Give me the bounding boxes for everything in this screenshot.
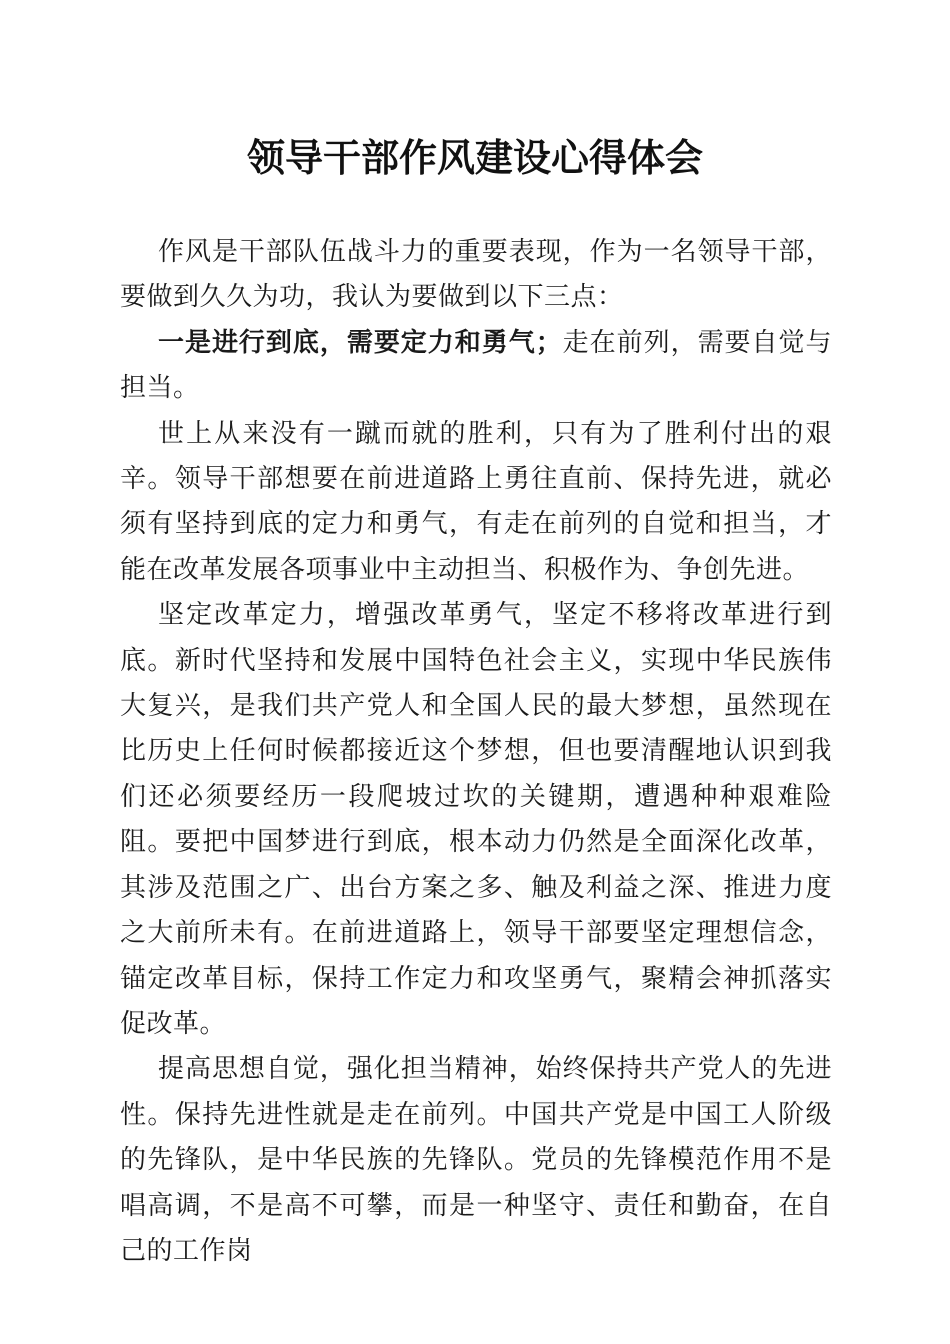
point-one-heading: 一是进行到底，需要定力和勇气；: [158, 327, 563, 358]
paragraph-vanguard: 提高思想自觉，强化担当精神，始终保持共产党人的先进性。保持先进性就是走在前列。中国共产党是中国工人阶级的先锋队，是中华民族的先锋队。党员的先锋模范作用不是唱高调，不是高不可攀，而是一种坚守、责任和勤奋，在自己的工作岗: [120, 1054, 832, 1266]
point-one-text: 走在前列，需要自觉与担当。: [120, 327, 832, 404]
paragraph-point-one: [120, 321, 832, 412]
paragraph-intro: 作风是干部队伍战斗力的重要表现，作为一名领导干部，要做到久久为功，我认为要做到以下三点：: [120, 237, 832, 313]
document-body: [120, 230, 832, 1274]
paragraph-reform: 坚定改革定力，增强改革勇气，坚定不移将改革进行到底。新时代坚持和发展中国特色社会主义，实现中华民族伟大复兴，是我们共产党人和全国人民的最大梦想，虽然现在比历史上任何时候都接近这个梦想，但也要清醒地认识到我们还必须要经历一段爬坡过坎的关键期，遭遇种种艰难险阻。要把中国梦进行到底，根本动力仍然是全面深化改革，其涉及范围之广、出台方案之多、触及利益之深、推进力度之大前所未有。在前进道路上，领导干部要坚定理想信念，锚定改革目标，保持工作定力和攻坚勇气，聚精会神抓落实促改革。: [120, 600, 832, 1039]
document-title: 领导干部作风建设心得体会: [246, 135, 703, 180]
paragraph-victory: 世上从来没有一蹴而就的胜利，只有为了胜利付出的艰辛。领导干部想要在前进道路上勇往直前、保持先进，就必须有坚持到底的定力和勇气，有走在前列的自觉和担当，才能在改革发展各项事业中主动担当、积极作为、争创先进。: [120, 418, 832, 585]
